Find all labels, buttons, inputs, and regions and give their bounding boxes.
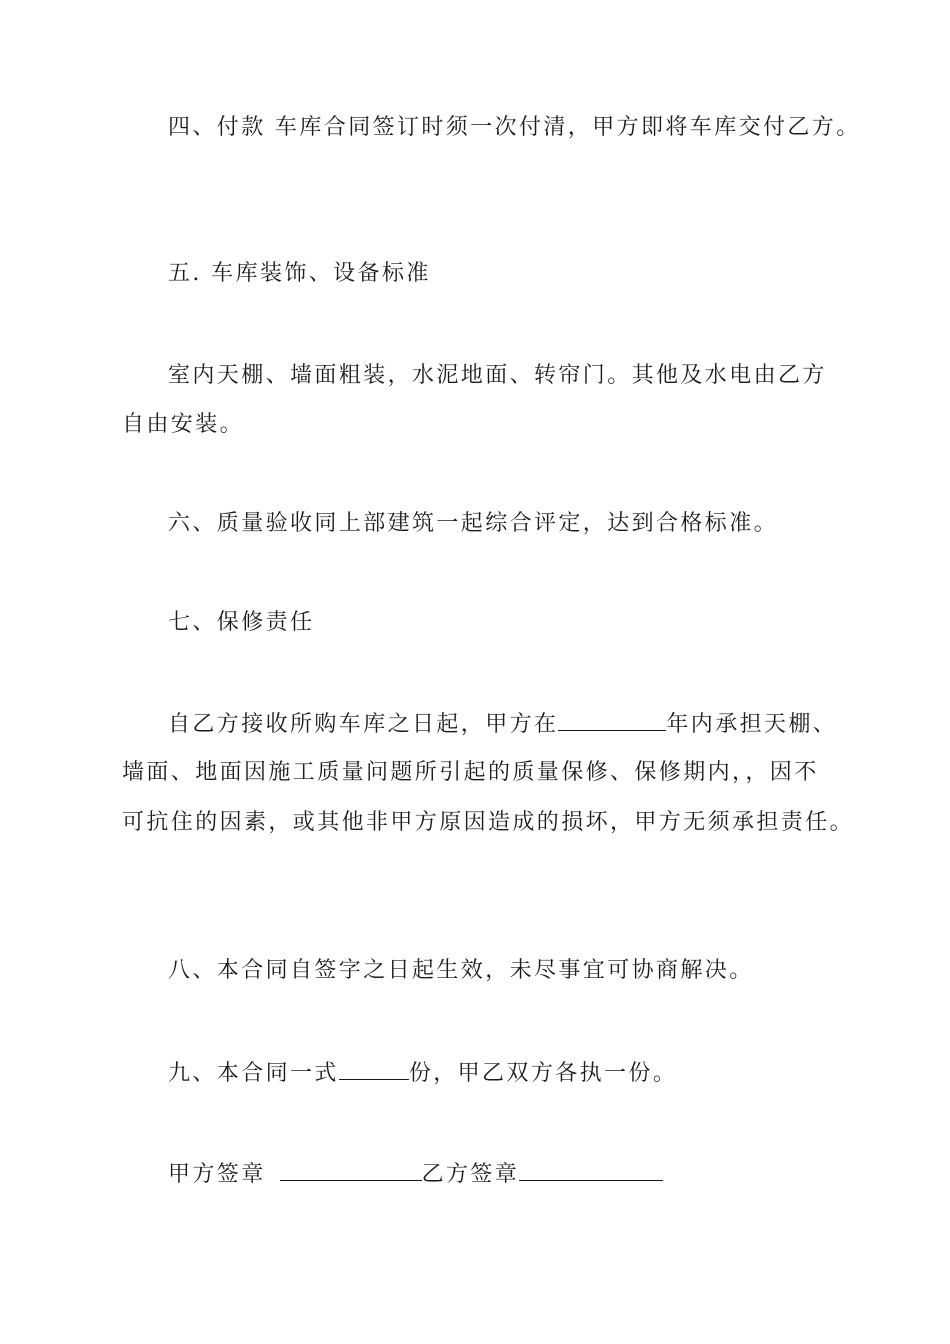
- warranty-years-blank[interactable]: [558, 708, 666, 731]
- clause-8-text: 八、本合同自签字之日起生效，未尽事宜可协商解决。: [168, 958, 754, 983]
- clause-7-text-2: 墙面、地面因施工质量问题所引起的质量保修、保修期内，，因不: [122, 760, 819, 785]
- party-b-signature-blank[interactable]: [519, 1158, 663, 1181]
- signature-line: [168, 1158, 663, 1190]
- copies-count-blank[interactable]: [339, 1057, 409, 1080]
- party-a-signature-label: 甲方签章: [168, 1162, 266, 1187]
- clause-5-text-2: 自由安装。: [122, 412, 245, 437]
- clause-4-payment: [168, 113, 861, 143]
- clause-5-body-line-1: [168, 361, 827, 391]
- clause-7-text-3: 可抗住的因素，或其他非甲方原因造成的损坏，甲方无须承担责任。: [122, 810, 855, 835]
- clause-4-text: 四、付款 车库合同签订时须一次付清，甲方即将车库交付乙方。: [168, 115, 861, 140]
- clause-7-body-line-1: [168, 708, 837, 740]
- clause-8-effective: [168, 956, 754, 986]
- clause-7-text-1b: 年内承担天棚、: [666, 712, 838, 737]
- clause-5-title: 五. 车库装饰、设备标准: [168, 261, 431, 286]
- clause-9-copies: [168, 1057, 677, 1089]
- clause-7-text-1a: 自乙方接收所购车库之日起，甲方在: [168, 712, 559, 737]
- clause-7-title: 七、保修责任: [168, 610, 315, 635]
- clause-5-body-line-2: [122, 410, 244, 440]
- clause-7-body-line-3: [122, 808, 854, 838]
- clause-5-text-1: 室内天棚、墙面粗装，水泥地面、转帘门。其他及水电由乙方: [168, 363, 827, 388]
- party-a-signature-blank[interactable]: [280, 1158, 422, 1181]
- clause-6-text: 六、质量验收同上部建筑一起综合评定，达到合格标准。: [168, 511, 779, 536]
- clause-9-text-a: 九、本合同一式: [168, 1061, 339, 1086]
- clause-5-heading: [168, 259, 431, 289]
- clause-6-quality: [168, 509, 778, 539]
- clause-7-body-line-2: [122, 758, 819, 788]
- party-b-signature-label: 乙方签章: [421, 1162, 520, 1187]
- clause-7-heading: [168, 608, 314, 638]
- clause-9-text-b: 份，甲乙双方各执一份。: [408, 1061, 678, 1086]
